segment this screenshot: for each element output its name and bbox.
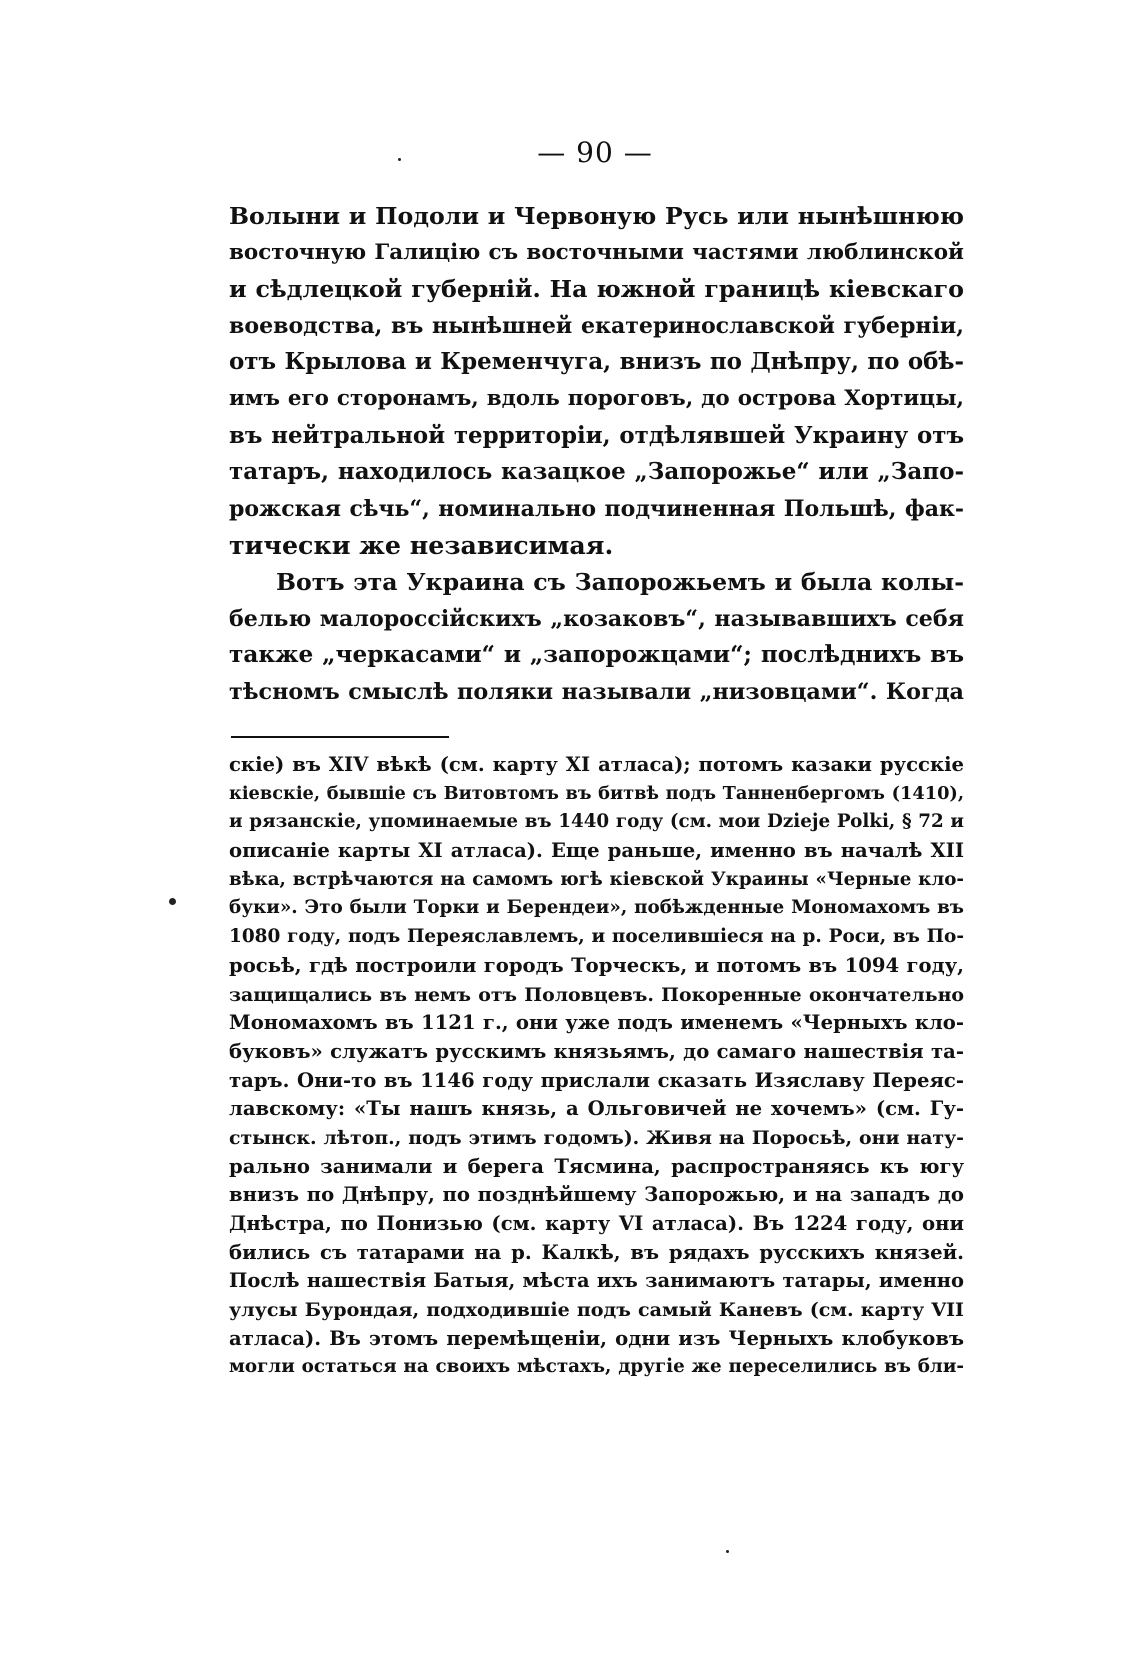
footnote-line: буки». Это были Торки и Берендеи», побѣжденные Мономахомъ въ <box>229 897 964 919</box>
footnote-line: Днѣстра, по Понизью (см. карту VI атласа). Въ 1224 году, они <box>229 1212 964 1235</box>
footnote-line: 1080 году, подъ Переяславлемъ, и поселившіеся на р. Роси, въ По- <box>229 926 964 948</box>
footnote-line: стынск. лѣтоп., подъ этимъ годомъ). Живя на Поросьѣ, они нату- <box>229 1126 964 1149</box>
main-text-line: тически же независимая. <box>229 530 614 561</box>
footnote-line: вѣка, встрѣчаются на самомъ югѣ кіевской Украины «Черные кло- <box>229 868 964 890</box>
main-text-line: белью малороссійскихъ „козаковъ“, называвшихъ себя <box>229 605 964 632</box>
footnote-line: таръ. Они-то въ 1146 году прислали сказать Изяславу Переяс- <box>229 1068 964 1092</box>
main-text-line: Вотъ эта Украина съ Запорожьемъ и была колы- <box>276 567 964 596</box>
main-text-line: также „черкасами“ и „запорожцами“; послѣднихъ въ <box>229 641 964 669</box>
main-text-line: имъ его сторонамъ, вдоль пороговъ, до острова Хортицы, <box>229 385 964 411</box>
main-text-line: рожская сѣчь“, номинально подчиненная Польшѣ, фак- <box>229 495 964 522</box>
main-text-body <box>229 198 964 710</box>
main-text-line: отъ Крылова и Кременчуга, внизъ по Днѣпру, по обѣ- <box>229 348 964 376</box>
footnote-line: улусы Бурондая, подходившіе подъ самый Каневъ (см. карту VII <box>229 1299 964 1322</box>
footnote-line: атласа). Въ этомъ перемѣщеніи, одни изъ Черныхъ клобуковъ <box>229 1326 964 1350</box>
footnote-line: защищались въ немъ отъ Половцевъ. Покоренные окончательно <box>229 983 964 1006</box>
main-text-line: восточную Галицію съ восточными частями люблинской <box>229 239 964 265</box>
main-text-line: Волыни и Подоли и Червоную Русь или нынѣшнюю <box>229 202 964 230</box>
footnote-line: рально занимали и берега Тясмина, распространяясь къ югу <box>229 1154 964 1178</box>
footnote-line: кіевскіе, бывшіе съ Витовтомъ въ битвѣ подъ Танненбергомъ (1410), <box>229 782 964 804</box>
footnote-line: описаніе карты XI атласа). Еще раньше, именно въ началѣ XII <box>229 839 964 863</box>
footnote-line: лавскому: «Ты нашъ князь, а Ольговичей не хочемъ» (см. Гу- <box>229 1097 964 1121</box>
footnote-line: внизъ по Днѣпру, по позднѣйшему Запорожью, и на западъ до <box>229 1183 964 1207</box>
footnote-divider <box>231 736 449 738</box>
main-text-line: татаръ, находилось казацкое „Запорожье“ или „Запо- <box>229 458 964 486</box>
footnote-line: скіе) въ XIV вѣкѣ (см. карту XI атласа); потомъ казаки русскіе <box>229 753 964 776</box>
footnote-line: Мономахомъ въ 1121 г., они уже подъ именемъ «Черныхъ кло- <box>229 1011 964 1035</box>
footnote-body <box>229 751 964 1382</box>
footnote-line: Послѣ нашествія Батыя, мѣста ихъ занимаютъ татары, именно <box>229 1269 964 1293</box>
footnote-line: росьѣ, гдѣ построили городъ Торческъ, и потомъ въ 1094 году, <box>229 953 964 977</box>
ink-speck <box>398 158 401 161</box>
ink-speck <box>726 1550 729 1553</box>
page-number: — 90 — <box>537 136 653 169</box>
ink-speck <box>169 898 176 905</box>
footnote-line: буковъ» служатъ русскимъ князьямъ, до самаго нашествія та- <box>229 1039 964 1063</box>
footnote-line: и рязанскіе, упоминаемые въ 1440 году (см. мои Dzieje Polki, § 72 и <box>229 811 964 833</box>
main-text-line: тѣсномъ смыслѣ поляки называли „низовцами“. Когда <box>229 678 964 705</box>
footnote-line: могли остаться на своихъ мѣстахъ, другіе же переселились въ бли- <box>229 1356 964 1378</box>
main-text-line: воеводства, въ нынѣшней екатеринославской губерніи, <box>229 312 964 339</box>
main-text-line: въ нейтральной территоріи, отдѣлявшей Украину отъ <box>229 422 964 449</box>
main-text-line: и сѣдлецкой губерній. На южной границѣ кіевскаго <box>229 275 964 304</box>
footnote-line: бились съ татарами на р. Калкѣ, въ рядахъ русскихъ князей. <box>229 1240 964 1264</box>
